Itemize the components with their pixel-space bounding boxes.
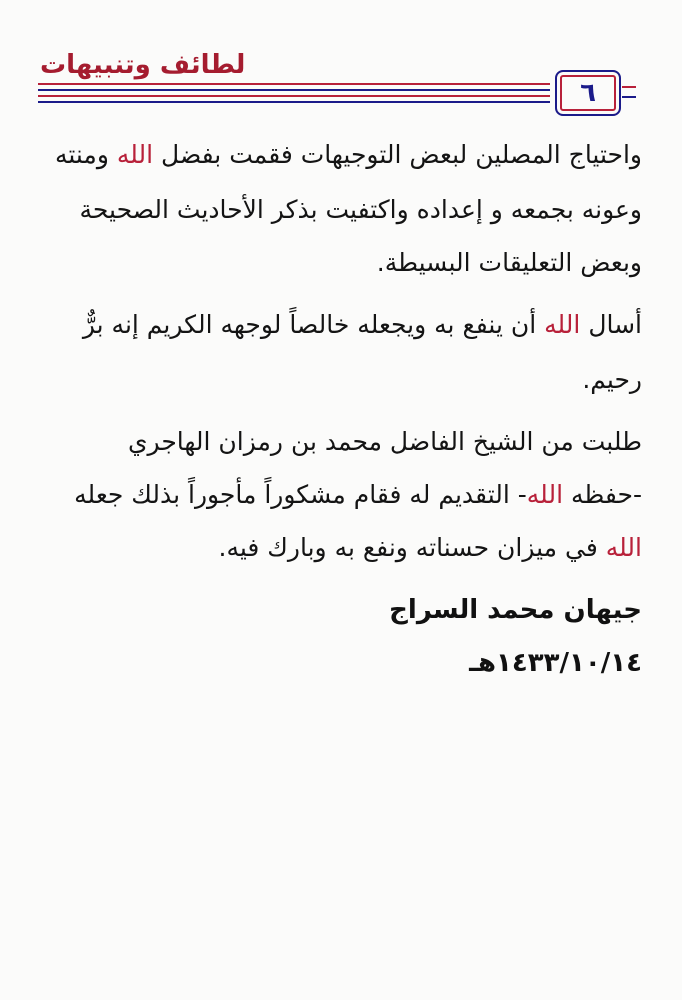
body-text: في ميزان حسناته ونفع به وبارك فيه. <box>218 533 606 562</box>
body-line <box>74 480 642 509</box>
highlighted-word: الله <box>605 533 642 562</box>
page-number-ornament <box>622 86 636 98</box>
highlighted-word: الله <box>116 140 154 169</box>
header-rule <box>38 83 550 85</box>
header-rule <box>38 95 550 97</box>
running-header-title: لطائف وتنبيهات <box>40 50 246 80</box>
page-number <box>555 70 621 116</box>
body-text: - التقديم له فقام مشكوراً مأجوراً بذلك جعله <box>74 480 527 509</box>
body-text: أن ينفع به ويجعله خالصاً لوجهه الكريم إنه برٌّ <box>82 310 545 339</box>
author-signature: جيهان محمد السراج <box>389 595 642 625</box>
page-number-label: ٦ <box>580 78 596 108</box>
body-text: ومنته <box>54 140 117 169</box>
body-line <box>55 140 642 169</box>
body-text: واحتياج المصلين لبعض التوجيهات فقمت بفضل <box>153 140 642 169</box>
highlighted-word: الله <box>526 480 564 509</box>
body-line: رحيم. <box>582 365 642 394</box>
body-line: وبعض التعليقات البسيطة. <box>376 248 642 277</box>
body-text: -حفظه <box>563 480 642 509</box>
hijri-date: ١٤٣٣/١٠/١٤هـ <box>469 648 642 678</box>
body-line: وعونه بجمعه و إعداده واكتفيت بذكر الأحاديث الصحيحة <box>79 195 642 224</box>
body-line: طلبت من الشيخ الفاضل محمد بن رمزان الهاجري <box>127 427 642 456</box>
body-text: أسال <box>580 310 642 339</box>
body-line <box>219 533 643 562</box>
header-rule <box>38 89 550 91</box>
highlighted-word: الله <box>544 310 581 339</box>
body-line <box>83 310 642 339</box>
header-rule <box>38 101 550 103</box>
